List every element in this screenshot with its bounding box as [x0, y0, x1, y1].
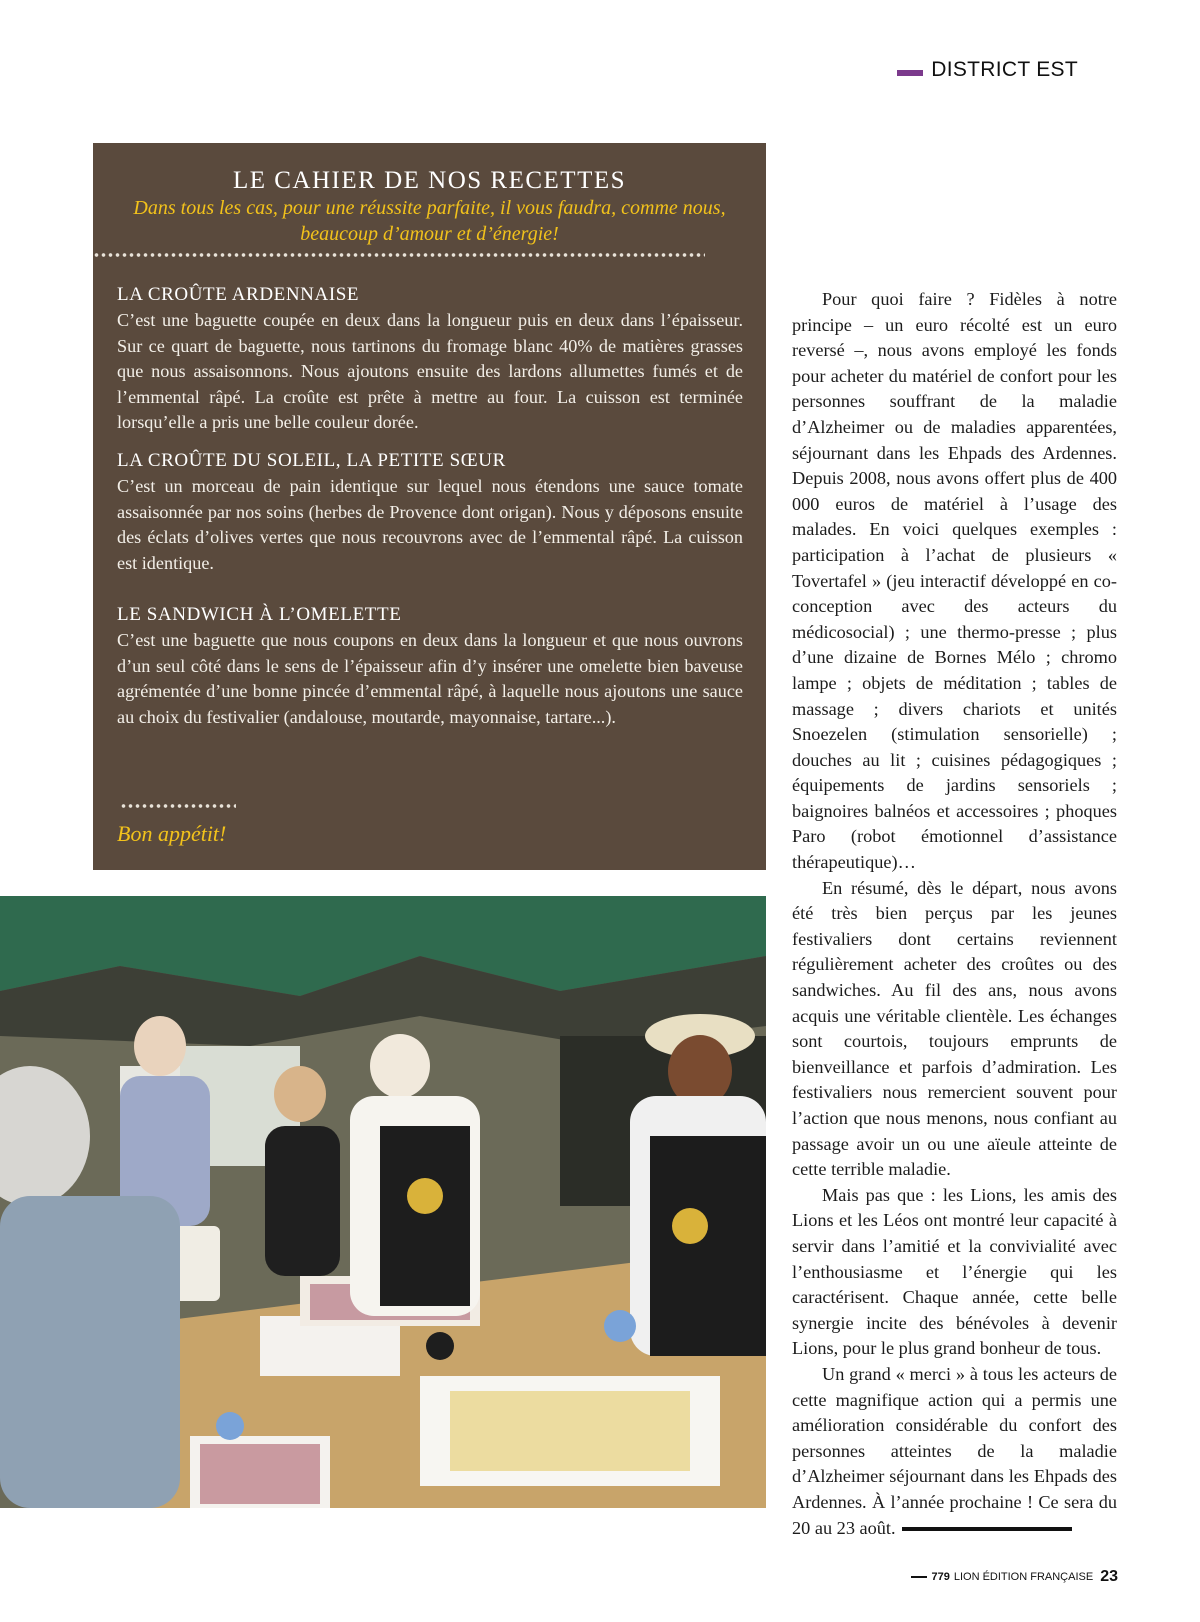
recipe-item: [117, 448, 743, 576]
article-column: [792, 287, 1117, 1541]
recipe-title: LA CROÛTE DU SOLEIL, LA PETITE SŒUR: [117, 450, 506, 471]
recipe-title: LA CROÛTE ARDENNAISE: [117, 284, 360, 305]
volunteers-cooking-photo: [0, 896, 766, 1508]
publication-name: LION ÉDITION FRANÇAISE: [953, 1571, 1094, 1583]
recipe-box: [93, 143, 766, 870]
recipe-title: LE SANDWICH À L’OMELETTE: [117, 604, 402, 625]
issue-number: 779: [931, 1571, 950, 1583]
dotted-divider: [93, 252, 705, 258]
section-color-bar: [897, 70, 923, 76]
article-paragraph-last: [792, 1362, 1117, 1541]
page-footer: [911, 1568, 1118, 1586]
article-paragraph: Pour quoi faire ? Fidèles à notre principe – un euro récolté est un euro reversé –, nous avons employé les fonds pour acheter du matériel de confort pour les personnes souffrant de la maladie d’Alzheimer ou de maladies apparentées, séjournant dans les Ehpads des Ardennes. Depuis 2008, nous avons offert plus de 400 000 euros de matériel à l’usage des malades. En voici quelques exemples : participation à l’achat de plusieurs « Tovertafel » (jeu interactif développé en co-conception avec des acteurs du médicosocial) ; une thermo-presse ; plus d’une dizaine de Bornes Mélo ; chromo lampe ; objets de méditation ; tables de massage ; divers chariots et unités Snoezelen (stimulation sensorielle) ; douches au lit ; cuisines pédagogiques ; équipements de jardins sensoriels ; baignoires balnéos et accessoires ; phoques Paro (robot émotionnel d’assistance thérapeutique)…: [792, 289, 1117, 873]
recipe-text: C’est une baguette que nous coupons en deux dans la longueur et que nous ouvrons d’un seul côté dans le sens de l’épaisseur afin d’y insérer une omelette bien baveuse agrémentée d’une bonne pincée d’emmental râpé, à laquelle nous ajoutons une sauce au choix du festivalier (andalouse, moutarde, mayonnaise, tartare...).: [117, 630, 743, 727]
recipe-text: C’est une baguette coupée en deux dans la longueur puis en deux dans l’épaisseur. Sur ce quart de baguette, nous tartinons du fromage blanc 40% de matières grasses que nous assaisonnons. Nous ajoutons ensuite des lardons allumettes fumés et de l’emmental râpé. La croûte est prête à mettre au four. La cuisson est terminée lorsqu’elle a pris une belle couleur dorée.: [117, 310, 743, 433]
recipe-item: [117, 282, 743, 436]
footer-dash: [911, 1576, 927, 1578]
closing-text: Bon appétit!: [117, 821, 227, 846]
page-number: 23: [1100, 1568, 1118, 1585]
section-label: DISTRICT EST: [931, 58, 1078, 81]
recipe-box-title: LE CAHIER DE NOS RECETTES: [232, 167, 627, 194]
recipe-text: C’est un morceau de pain identique sur lequel nous étendons une sauce tomate assaisonnée par nos soins (herbes de Provence dont origan). Nous y déposons ensuite des éclats d’olives vertes que nous recouvrons avec de l’emmental râpé. La cuisson est identique.: [117, 476, 743, 573]
article-paragraph: Mais pas que : les Lions, les amis des Lions et les Léos ont montré leur capacité à servir dans l’amitié et la convivialité avec l’enthousiasme et l’énergie qui les caractérisent. Chaque année, cette belle synergie incite des bénévoles à devenir Lions, pour le plus grand bonheur de tous.: [792, 1184, 1117, 1359]
article-paragraph-text: Un grand « merci » à tous les acteurs de cette magnifique action qui a permis une amélioration considérable du confort des personnes atteintes de la maladie d’Alzheimer séjournant dans les Ehpads des Ardennes. À l’année prochaine ! Ce sera du 20 au 23 août.: [792, 1363, 1117, 1538]
section-header: [897, 58, 1078, 82]
recipe-box-subtitle: Dans tous les cas, pour une réussite parfaite, il vous faudra, comme nous, beaucoup d’amour et d’énergie!: [133, 197, 726, 245]
article-paragraph: En résumé, dès le départ, nous avons été très bien perçus par les jeunes festivaliers dont certains reviennent régulièrement acheter des croûtes ou des sandwiches. Au fil des ans, nous avons acquis une véritable clientèle. Les échanges sont courtois, toujours emprunts de bienveillance et parfois d’admiration. Les festivaliers nous remercient souvent pour l’action que nous menons, nous confiant au passage avoir un ou une aïeule atteinte de cette terrible maladie.: [792, 877, 1117, 1180]
dotted-divider-short: [120, 803, 236, 809]
recipe-item: [117, 602, 743, 730]
end-of-article-bar: [902, 1527, 1072, 1531]
